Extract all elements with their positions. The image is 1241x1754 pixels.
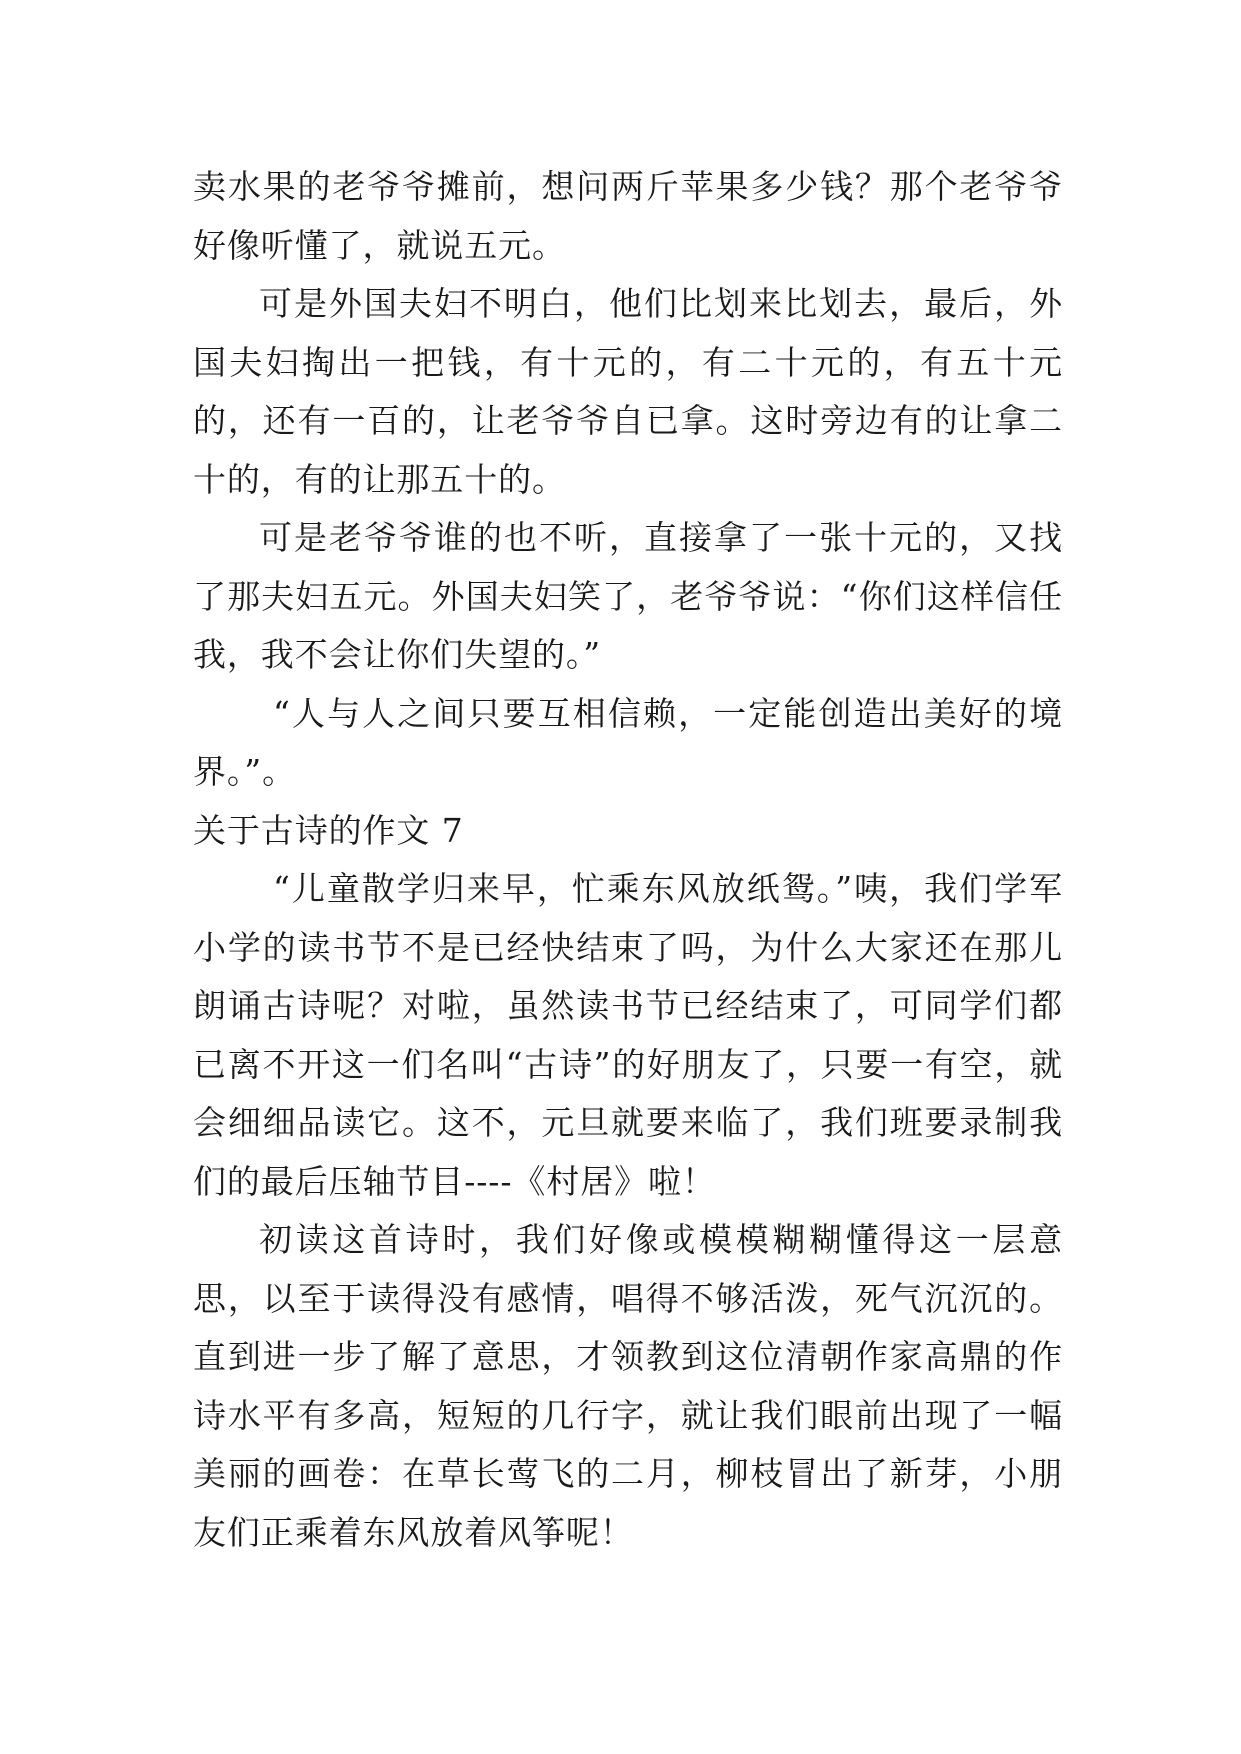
paragraph: 初读这首诗时，我们好像或模模糊糊懂得这一层意思，以至于读得没有感情，唱得不够活泼，死气沉沉的。直到进一步了解了意思，才领教到这位清朝作家高鼎的作诗水平有多高，短短的几行字，就让我们眼前出现了一幅美丽的画卷：在草长莺飞的二月，柳枝冒出了新芽，小朋友们正乘着东风放着风筝呢！ xyxy=(193,1220,1063,1552)
document-body xyxy=(193,158,1063,1562)
paragraph-continuation: 卖水果的老爷爷摊前，想问两斤苹果多少钱？那个老爷爷好像听懂了，就说五元。 xyxy=(193,167,1063,265)
section-title: 关于古诗的作文 7 xyxy=(193,810,464,850)
paragraph-quote: “人与人之间只要互相信赖，一定能创造出美好的境界。”。 xyxy=(193,693,1063,791)
paragraph: 可是外国夫妇不明白，他们比划来比划去，最后，外国夫妇掏出一把钱，有十元的，有二十元的，有五十元的，还有一百的，让老爷爷自已拿。这时旁边有的让拿二十的，有的让那五十的。 xyxy=(193,284,1063,499)
paragraph: “儿童散学归来早，忙乘东风放纸鸳。”咦，我们学军小学的读书节不是已经快结束了吗，为什么大家还在那儿朗诵古诗呢？对啦，虽然读书节已经结束了，可同学们都已离不开这一们名叫“古诗”的好朋友了，只要一有空，就会细细品读它。这不，元旦就要来临了，我们班要录制我们的最后压轴节目----《村居》啦！ xyxy=(193,869,1063,1201)
paragraph: 可是老爷爷谁的也不听，直接拿了一张十元的，又找了那夫妇五元。外国夫妇笑了，老爷爷说：“你们这样信任我，我不会让你们失望的。” xyxy=(193,518,1063,674)
